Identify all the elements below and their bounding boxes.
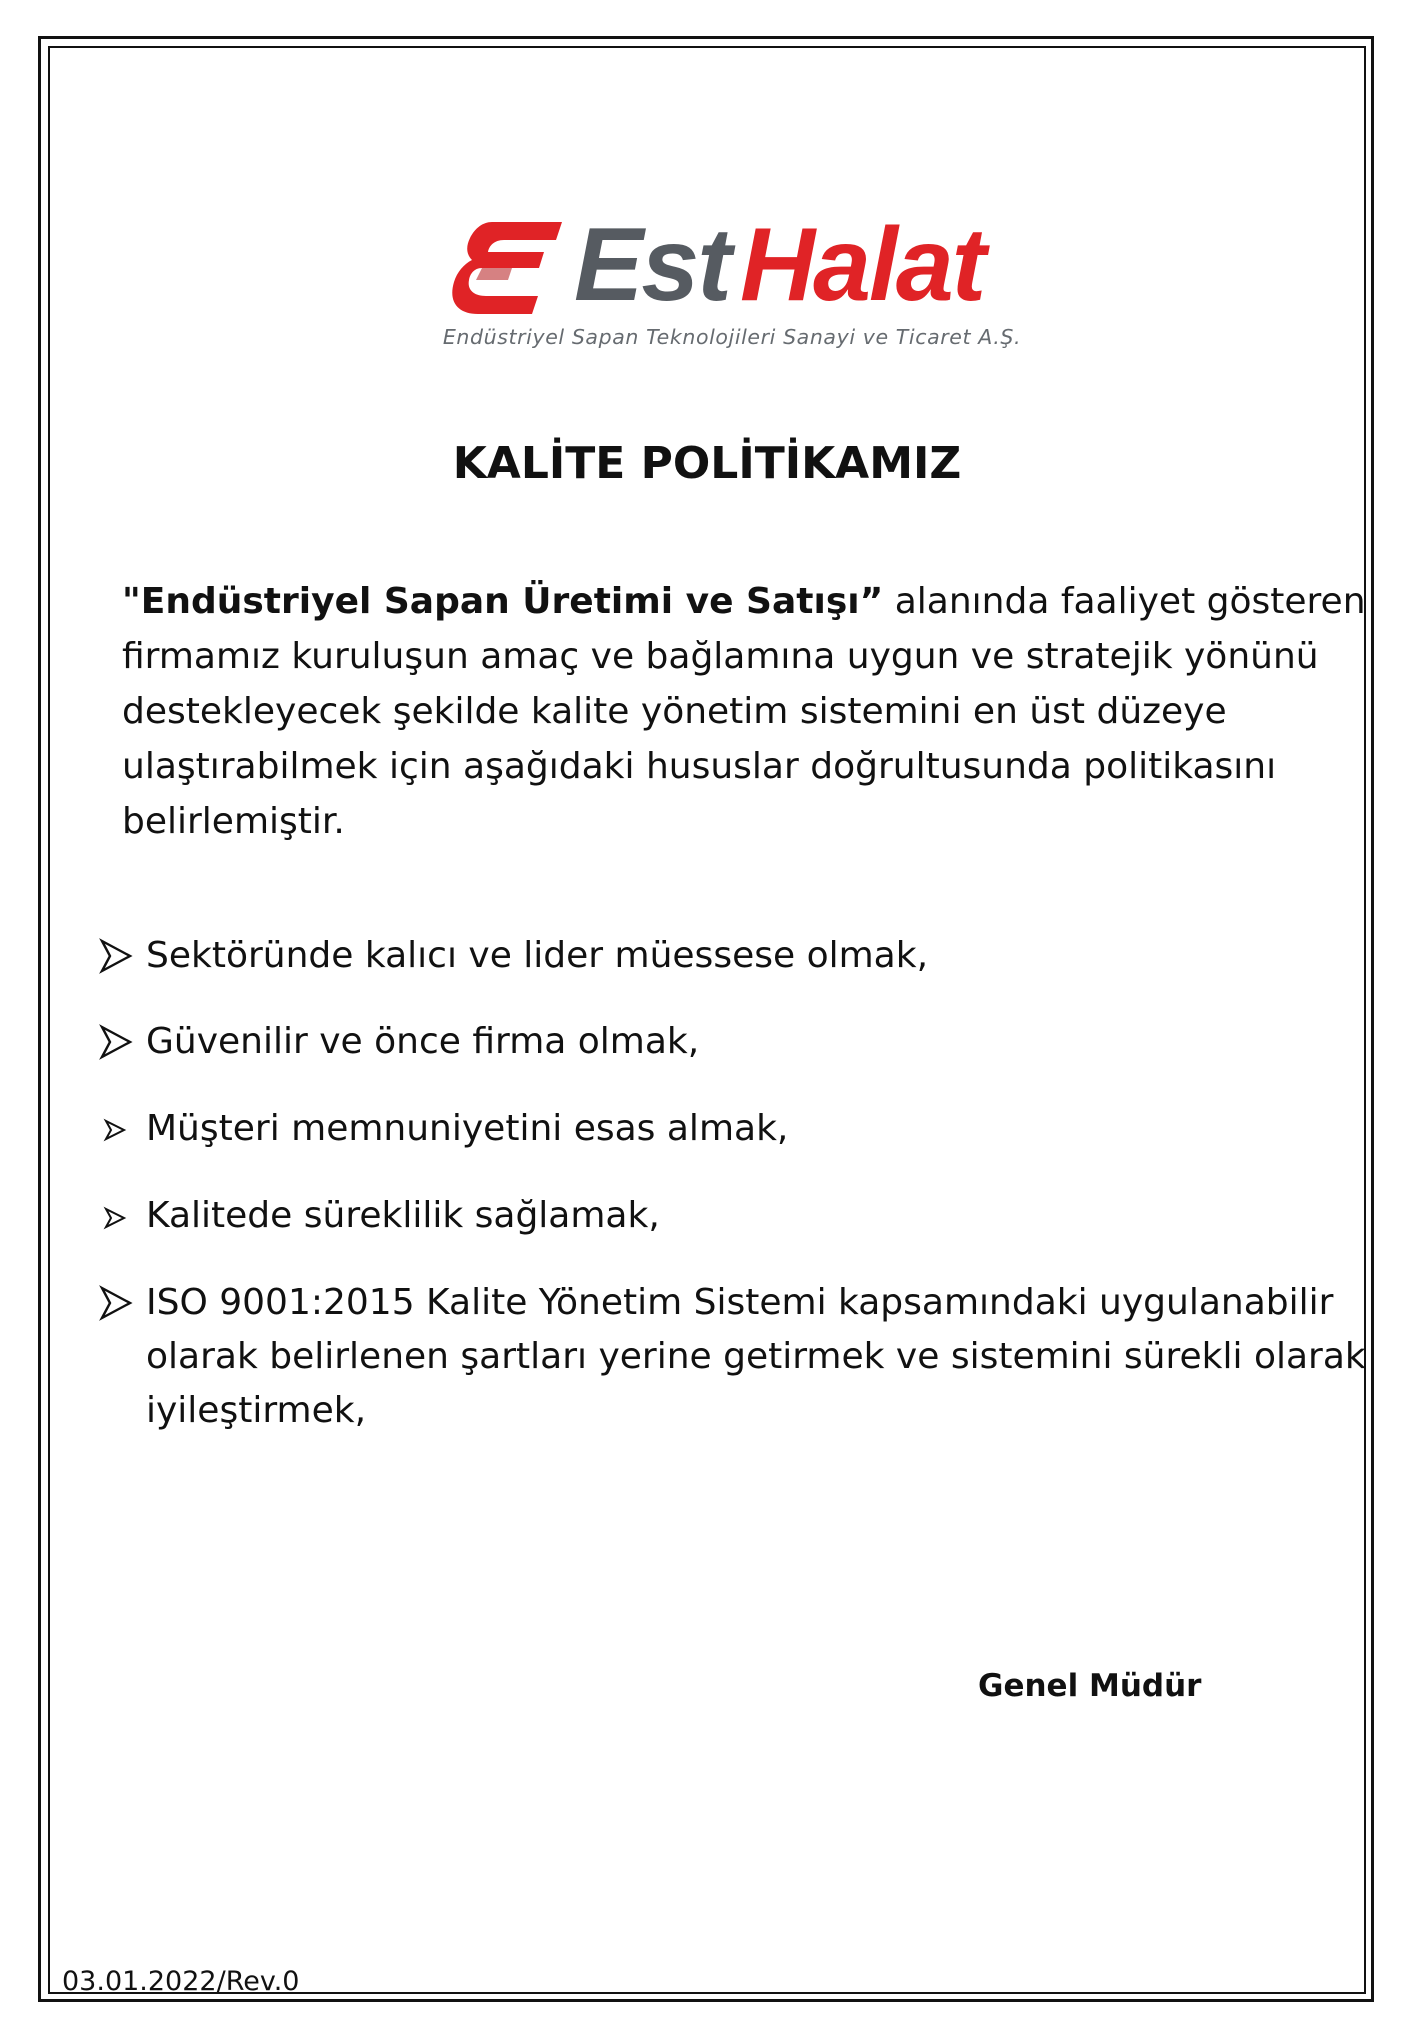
intro-line: belirlemiştir.: [122, 801, 345, 842]
arrow-bullet-icon: [96, 929, 136, 983]
list-item-text: olarak belirlenen şartları yerine getirmek ve sistemini sürekli olarak: [146, 1336, 1366, 1377]
list-item-text: ISO 9001:2015 Kalite Yönetim Sistemi kapsamındaki uygulanabilir: [146, 1282, 1334, 1323]
intro-line: firmamız kuruluşun amaç ve bağlamına uygun ve stratejik yönünü: [122, 636, 1319, 677]
list-item-text: Güvenilir ve önce firma olmak,: [146, 1021, 700, 1062]
est-halat-emblem-icon: [452, 216, 570, 320]
logo-word-halat: Halat: [740, 207, 985, 323]
arrow-bullet-icon: [96, 1015, 136, 1069]
arrow-bullet-icon: [96, 1276, 136, 1330]
intro-line: [122, 574, 1366, 629]
intro-line-rest: alanında faaliyet gösteren: [883, 581, 1366, 622]
list-item-text: Sektöründe kalıcı ve lider müessese olmak,: [146, 935, 929, 976]
list-item-text: Kalitede süreklilik sağlamak,: [146, 1195, 660, 1236]
logo-tagline: Endüstriyel Sapan Teknolojileri Sanayi ve Ticaret A.Ş.: [442, 325, 1022, 349]
intro-paragraph: [122, 574, 1366, 849]
signature-title: Genel Müdür: [978, 1668, 1202, 1704]
company-logo: [442, 207, 1022, 362]
revision-label: 03.01.2022/Rev.0: [62, 1966, 300, 1997]
list-item-text: iyileştirmek,: [146, 1390, 367, 1431]
arrow-bullet-icon: [96, 1189, 136, 1243]
arrow-bullet-icon: [96, 1102, 136, 1156]
intro-line: destekleyecek şekilde kalite yönetim sistemini en üst düzeye: [122, 691, 1227, 732]
page-title: KALİTE POLİTİKAMIZ: [452, 438, 962, 489]
logo-word-est: Est: [574, 207, 730, 323]
list-item-text: Müşteri memnuniyetini esas almak,: [146, 1108, 789, 1149]
intro-line: ulaştırabilmek için aşağıdaki hususlar doğrultusunda politikasını: [122, 746, 1277, 787]
intro-emphasis: "Endüstriyel Sapan Üretimi ve Satışı”: [122, 581, 884, 622]
